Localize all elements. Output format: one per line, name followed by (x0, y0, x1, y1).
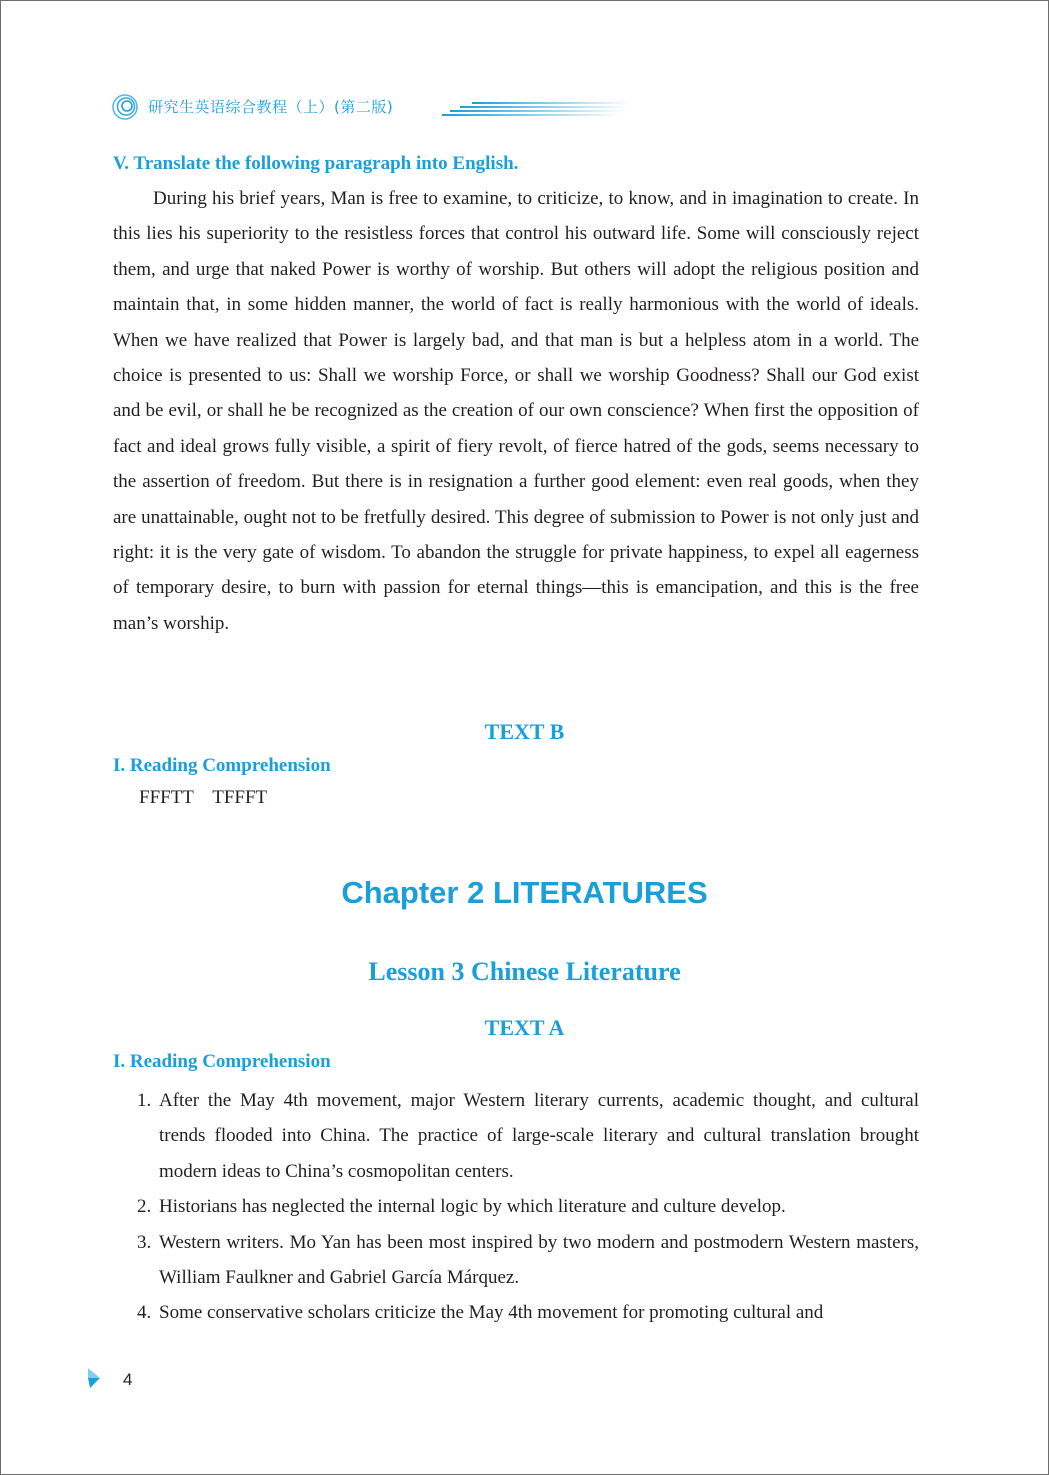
text-b-heading: TEXT B (484, 719, 565, 744)
list-item: 3. Western writers. Mo Yan has been most inspired by two modern and postmodern Western masters, William Faulkner and Gabriel García Márquez. (137, 1231, 919, 1289)
list-item: 2. Historians has neglected the internal logic by which literature and culture develop. (137, 1196, 786, 1218)
list-item: 4. Some conservative scholars criticize the May 4th movement for promoting cultural and (137, 1302, 824, 1324)
section-v-heading: V. Translate the following paragraph into English. (113, 153, 519, 174)
spiral-logo-icon (112, 94, 138, 120)
header-decor-bars (442, 100, 632, 116)
text-a-answer-list (113, 1083, 919, 1331)
page-number: 4 (123, 1370, 133, 1389)
running-header (112, 94, 632, 122)
chapter-title: Chapter 2 LITERATURES (341, 875, 708, 910)
list-item: 1. After the May 4th movement, major Western literary currents, academic thought, and cultural trends flooded into China. The practice of large-scale literary and cultural translation brought modern ideas to China’s cosmopolitan centers. (137, 1090, 919, 1182)
lesson-title: Lesson 3 Chinese Literature (368, 957, 681, 986)
page-arrow-icon (86, 1366, 102, 1390)
book-title: 研究生英语综合教程（上）(第二版) (148, 98, 394, 116)
translation-paragraph: During his brief years, Man is free to examine, to criticize, to know, and in imagination to create. In this lies his superiority to the resistless forces that control his outward life. Some will consciously reject them, and urge that naked Power is worthy of worship. But others will adopt the religious position and maintain that, in some hidden manner, the world of fact is really harmonious with the world of ideals. When we have realized that Power is largely bad, and that man is but a helpless atom in a world. The choice is presented to us: Shall we worship Force, or shall we worship Goodness? Shall our God exist and be evil, or shall he be recognized as the creation of our own conscience? When first the opposition of fact and ideal grows fully visible, a spirit of fiery revolt, of fierce hatred of the gods, seems necessary to the assertion of freedom. But there is in resignation a further good element: even real goods, when they are unattainable, ought not to be fretfully desired. This degree of submission to Power is not only just and right: it is the very gate of wisdom. To abandon the struggle for private happiness, to expel all eagerness of temporary desire, to burn with passion for eternal things—this is emancipation, and this is the free man’s worship. (113, 188, 919, 634)
text-a-heading: TEXT A (484, 1015, 565, 1040)
text-b-reading-heading: I. Reading Comprehension (113, 755, 331, 776)
text-a-reading-heading: I. Reading Comprehension (113, 1051, 331, 1072)
text-b-answers: FFFTT TFFFT (139, 787, 268, 808)
